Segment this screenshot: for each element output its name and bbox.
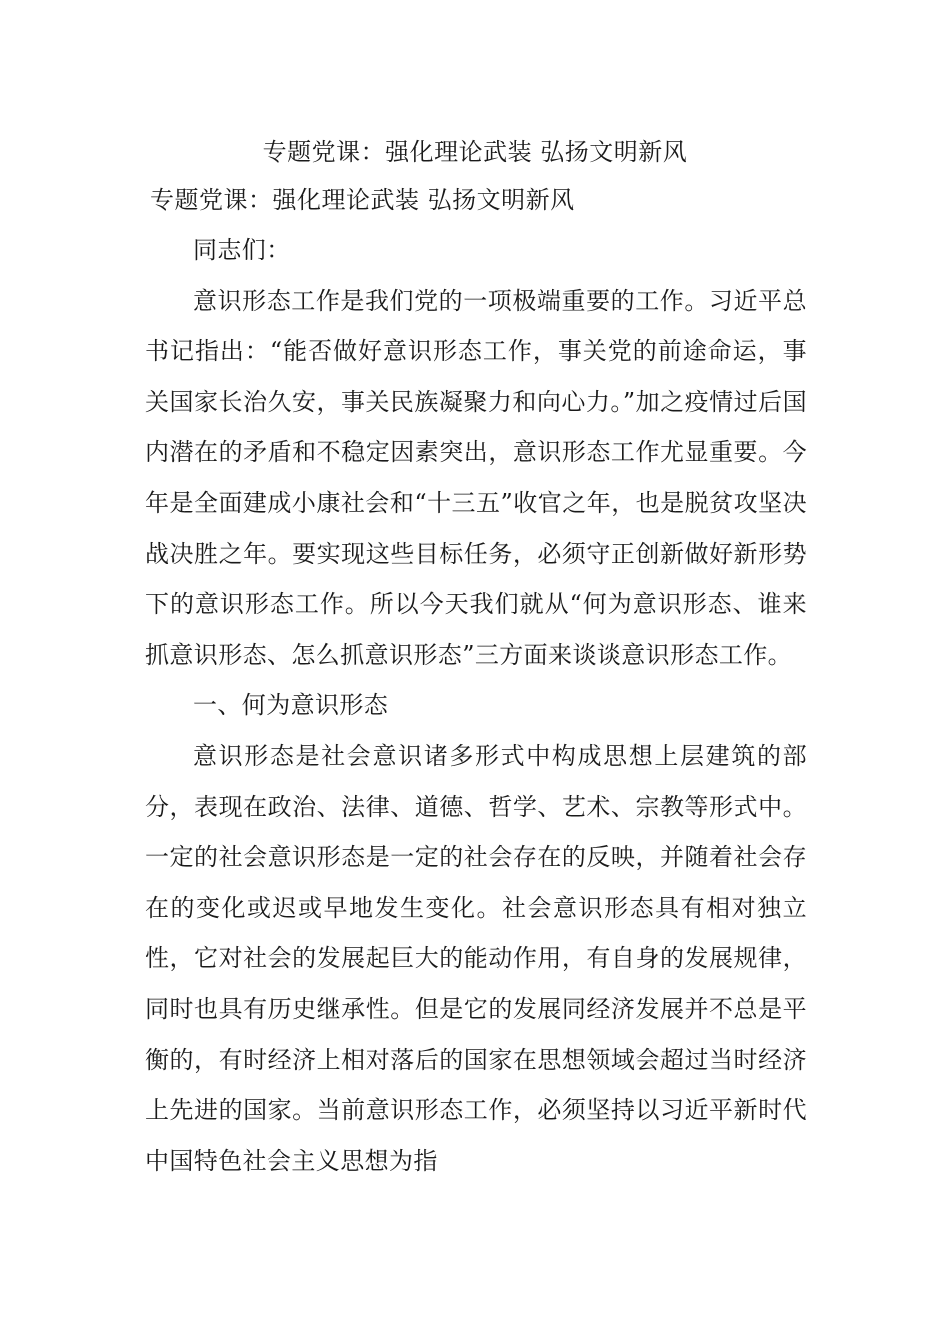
document-subtitle: 专题党课：强化理论武装 弘扬文明新风: [150, 186, 575, 214]
salutation-paragraph: 同志们：: [193, 236, 291, 264]
document-title: 专题党课：强化理论武装 弘扬文明新风: [262, 138, 688, 166]
body-paragraph-definition: 意识形态是社会意识诸多形式中构成思想上层建筑的部分，表现在政治、法律、道德、哲学、艺术、宗教等形式中。一定的社会意识形态是一定的社会存在的反映，并随着社会存在的变化或迟或早地发生变化。社会意识形态具有相对独立性，它对社会的发展起巨大的能动作用，有自身的发展规律，同时也具有历史继承性。但是它的发展同经济发展并不总是平衡的，有时经济上相对落后的国家在思想领域会超过当时经济上先进的国家。当前意识形态工作，必须坚持以习近平新时代中国特色社会主义思想为指: [145, 741, 807, 1175]
section-heading: 一、何为意识形态: [193, 691, 389, 720]
body-paragraph-intro: 意识形态工作是我们党的一项极端重要的工作。习近平总书记指出：“能否做好意识形态工作，事关党的前途命运，事关国家长治久安，事关民族凝聚力和向心力。”加之疫情过后国内潜在的矛盾和不稳定因素突出，意识形态工作尤显重要。今年是全面建成小康社会和“十三五”收官之年，也是脱贫攻坚决战决胜之年。要实现这些目标任务，必须守正创新做好新形势下的意识形态工作。所以今天我们就从“何为意识形态、谁来抓意识形态、怎么抓意识形态”三方面来谈谈意识形态工作。: [145, 286, 807, 669]
document-body: [145, 225, 807, 1186]
